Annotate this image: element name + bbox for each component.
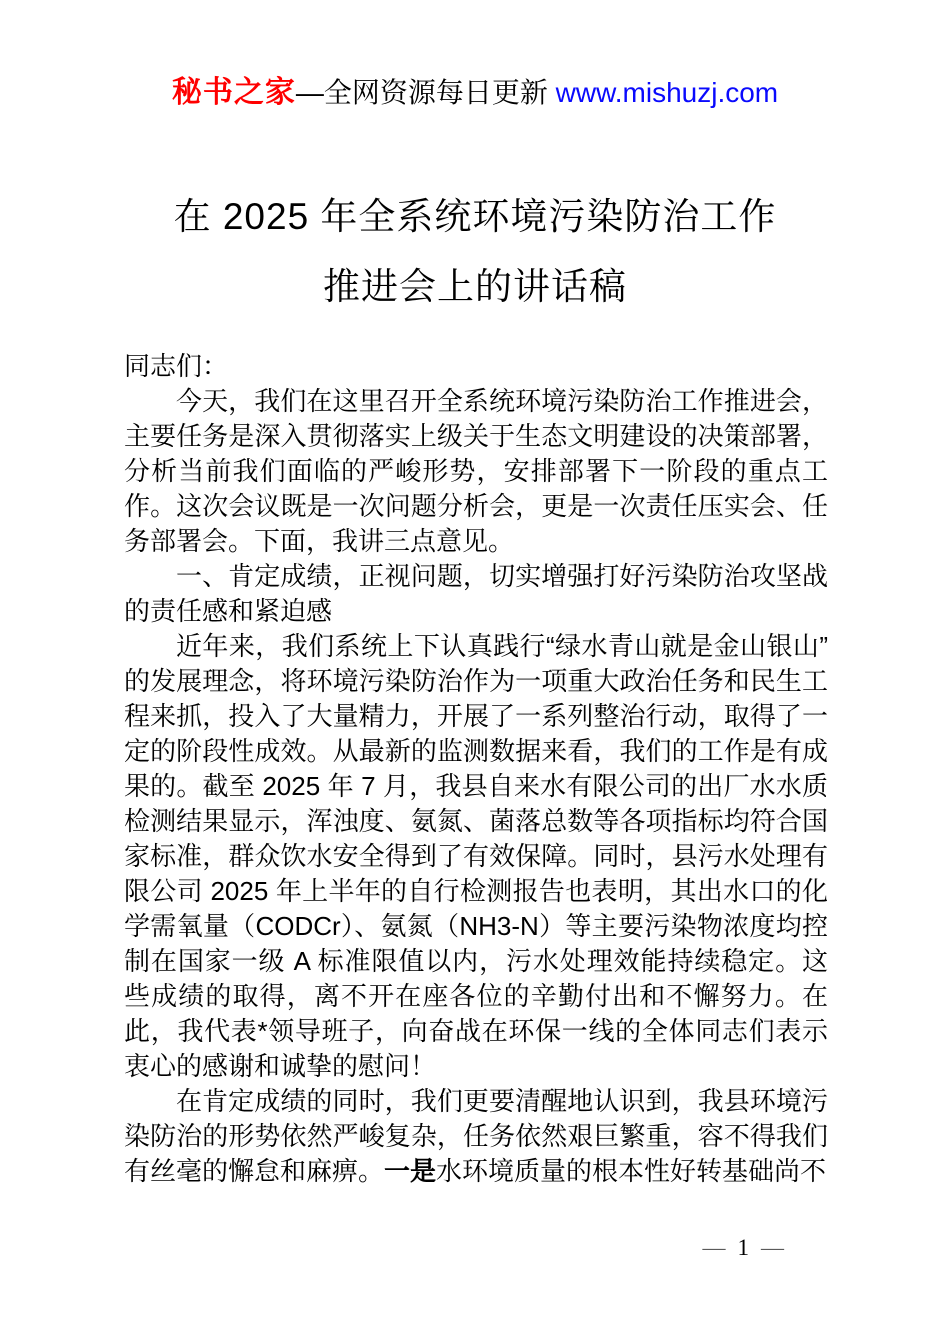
paragraph-segment: 同志们： — [124, 351, 229, 381]
doc-body — [124, 349, 828, 1189]
paragraph-bold-segment: 一是 — [384, 1156, 437, 1186]
paragraph — [124, 384, 828, 559]
site-tagline: —全网资源每日更新 — [295, 77, 556, 108]
paragraph — [124, 559, 828, 629]
paragraph — [124, 629, 828, 1084]
page-number-dash-right: — — [761, 1235, 784, 1260]
page-number: 1 — [737, 1235, 749, 1260]
paragraph — [124, 1084, 828, 1189]
document-title-line2: 推进会上的讲话稿 — [323, 266, 627, 307]
paragraph-segment: 在肯定成绩的同时，我们更要清醒地认识到，我县环境污染防治的形势依然严峻复杂，任务依然艰巨繁重，容不得我们有丝毫的懈怠和麻痹。 — [124, 1086, 828, 1186]
site-header — [0, 76, 950, 110]
paragraph-segment: 今天，我们在这里召开全系统环境污染防治工作推进会，主要任务是深入贯彻落实上级关于生态文明建设的决策部署，分析当前我们面临的严峻形势，安排部署下一阶段的重点工作。这次会议既是一次问题分析会，更是一次责任压实会、任务部署会。下面，我讲三点意见。 — [124, 386, 828, 556]
site-name: 秘书之家 — [171, 76, 296, 109]
document-title-line1: 在 2025 年全系统环境污染防治工作 — [173, 196, 777, 237]
page-footer — [0, 1234, 784, 1262]
paragraph — [124, 349, 828, 384]
paragraph-segment: 一、肯定成绩，正视问题，切实增强打好污染防治攻坚战的责任感和紧迫感 — [124, 561, 828, 626]
document-title — [0, 182, 950, 322]
paragraph-segment: 近年来，我们系统上下认真践行“绿水青山就是金山银山”的发展理念，将环境污染防治作为一项重大政治任务和民生工程来抓，投入了大量精力，开展了一系列整治行动，取得了一定的阶段性成效。从最新的监测数据来看，我们的工作是有成果的。截至 2025 年 7 月，我县自来水有限公司的出厂水水质检测结果显示，浑浊度、氨氮、菌落总数等各项指标均符合国家标准，群众饮水安全得到了有效保障。同时，县污水处理有限公司 2025 年上半年的自行检测报告也表明，其出水口的化学需氧量（CODCr）、氨氮（NH3-N）等主要污染物浓度均控制在国家一级 A 标准限值以内，污水处理效能持续稳定。这些成绩的取得，离不开在座各位的辛勤付出和不懈努力。在此，我代表*领导班子，向奋战在环保一线的全体同志们表示衷心的感谢和诚挚的慰问！ — [124, 631, 828, 1081]
site-url-link[interactable]: www.mishuzj.com — [555, 77, 779, 108]
page-number-dash-left: — — [702, 1235, 726, 1260]
paragraph-segment: 水环境质量的根本性好转基础尚不 — [436, 1156, 827, 1186]
